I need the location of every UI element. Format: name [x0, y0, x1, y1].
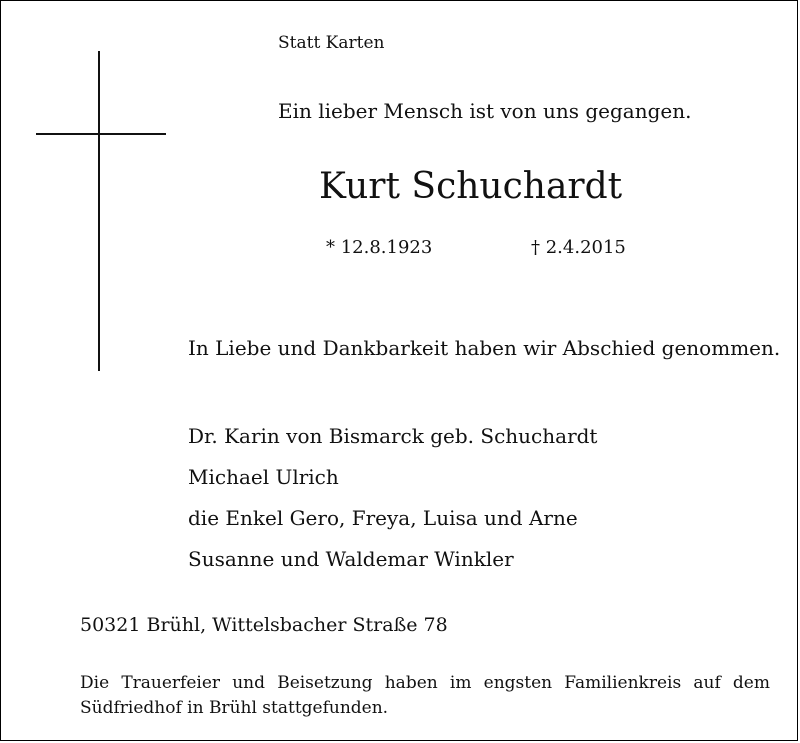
statt-karten-label: Statt Karten — [278, 33, 385, 53]
deceased-name: Kurt Schuchardt — [319, 166, 623, 207]
cross-vertical-bar — [98, 51, 100, 371]
farewell-line: In Liebe und Dankbarkeit haben wir Abschied genommen. — [188, 336, 781, 360]
mourner-item: die Enkel Gero, Freya, Luisa und Arne — [188, 506, 578, 530]
mourner-item: Michael Ulrich — [188, 465, 339, 489]
mourner-item: Dr. Karin von Bismarck geb. Schuchardt — [188, 424, 598, 448]
funeral-note: Die Trauerfeier und Beisetzung haben im engsten Familienkreis auf dem Südfriedhof in Brühl stattgefunden. — [80, 673, 770, 718]
birth-date: * 12.8.1923 — [326, 237, 433, 258]
death-date: † 2.4.2015 — [531, 237, 626, 258]
mourner-item: Susanne und Waldemar Winkler — [188, 547, 514, 571]
family-address: 50321 Brühl, Wittelsbacher Straße 78 — [80, 614, 448, 636]
cross-horizontal-bar — [36, 133, 166, 135]
mourners-list — [188, 424, 597, 588]
intro-line: Ein lieber Mensch ist von uns gegangen. — [278, 99, 692, 123]
